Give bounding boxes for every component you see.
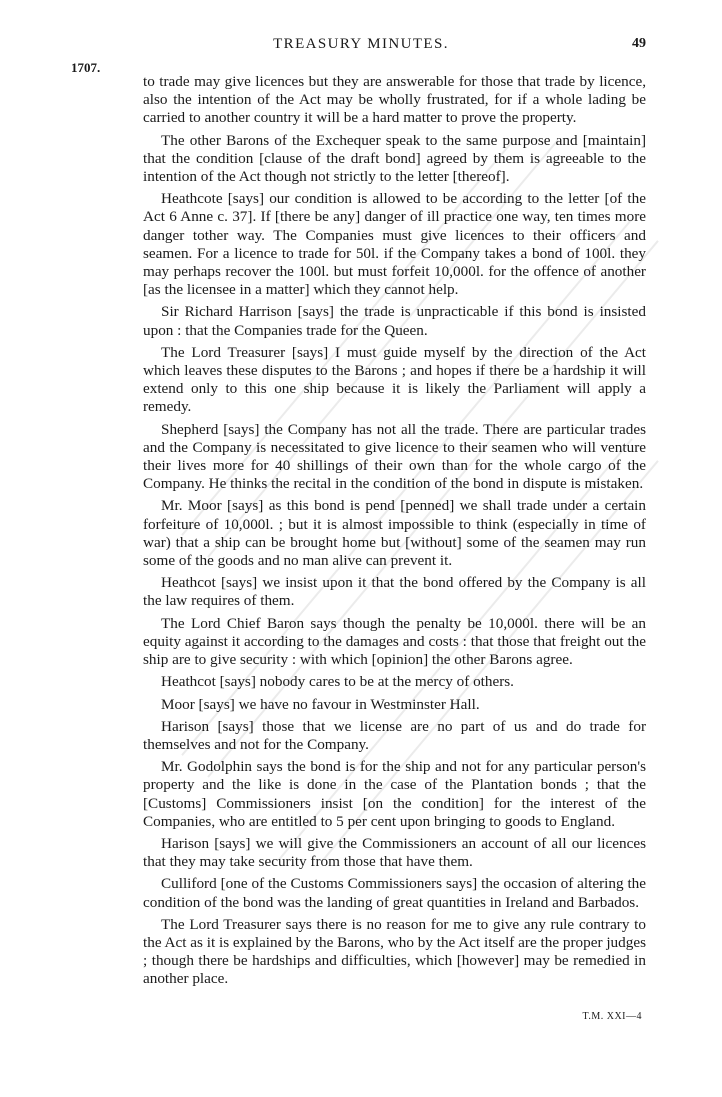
paragraph: Heathcot [says] nobody cares to be at the mercy of others. [161,673,514,691]
paragraph: Heathcote [says] our condition is allowed to be according to the letter [of the Act 6 Anne c. 37]. If [there be any] danger of ill practice one way, ten times more danger tother way. The Companies must give licences to their officers and seamen. For a licence to trade for 50l. if the Company takes a bond of 100l. they may perhaps recover the 100l. but must forfeit 10,000l. for the offence of another [as the licensee in a matter] which they cannot help. [143,190,646,299]
signature-mark: T.M. XXI—4 [582,1011,642,1022]
paragraph: Mr. Godolphin says the bond is for the ship and not for any particular person's property and the like is done in the case of the Plantation bonds ; that the [Customs] Commissioners insist [on the condition] for the interest of the Companies, who are entitled to 5 per cent upon bringing to goods to England. [143,758,646,830]
running-title: TREASURY MINUTES. [273,36,449,52]
page-number: 49 [632,36,646,51]
paragraph: to trade may give licences but they are answerable for those that trade by licence, also the intention of the Act may be wholly frustrated, for if a whole lading be carried to another country it will be a hard matter to prove the property. [143,73,646,127]
paragraph: Harison [says] we will give the Commissioners an account of all our licences that they may take security from those that have them. [143,834,646,871]
paragraph: Harison [says] those that we license are no part of us and do trade for themselves and not for the Company. [143,717,646,753]
paragraph: The other Barons of the Exchequer speak to the same purpose and [maintain] that the condition [clause of the draft bond] agreed by them is agreeable to the intention of the Act though not strictly to the letter [thereof]. [143,131,646,186]
minutes-body [143,73,646,993]
paragraph: Culliford [one of the Customs Commissioners says] the occasion of altering the condition of the bond was the landing of great quantities in Ireland and Barbados. [143,875,646,911]
margin-year: 1707. [71,60,101,75]
paragraph: Shepherd [says] the Company has not all the trade. There are particular trades and the Company is necessitated to give licence to their seamen who will venture their lives more for 40 shillings of their own than for the whole cargo of the Company. He thinks the recital in the condition of the bond in dispute is mistaken. [143,420,646,493]
paragraph: Sir Richard Harrison [says] the trade is unpracticable if this bond is insisted upon : that the Companies trade for the Queen. [143,303,646,339]
paragraph: Heathcot [says] we insist upon it that the bond offered by the Company is all the law requires of them. [143,574,646,610]
paragraph: Mr. Moor [says] as this bond is pend [penned] we shall trade under a certain forfeiture of 10,000l. ; but it is almost impossible to think (especially in time of war) that a ship can be brought home but [without] some of the seamen may run some of the goods and no man alive can prevent it. [143,497,646,570]
page-header [0,34,722,75]
paragraph: The Lord Treasurer says there is no reason for me to give any rule contrary to the Act as it is explained by the Barons, who by the Act itself are the proper judges ; though there be hardships and difficulties, which [however] may be remedied in another place. [143,915,646,988]
paragraph: Moor [says] we have no favour in Westminster Hall. [161,695,480,713]
paragraph: The Lord Chief Baron says though the penalty be 10,000l. there will be an equity against it according to the damages and costs : that those that freight out the ship are to give security : with which [opinion] the other Barons agree. [143,614,646,669]
paragraph: The Lord Treasurer [says] I must guide myself by the direction of the Act which leaves these disputes to the Barons ; and hopes if there be a hardship it will extend only to this one ship because it is likely the Parliament will apply a remedy. [143,343,646,416]
